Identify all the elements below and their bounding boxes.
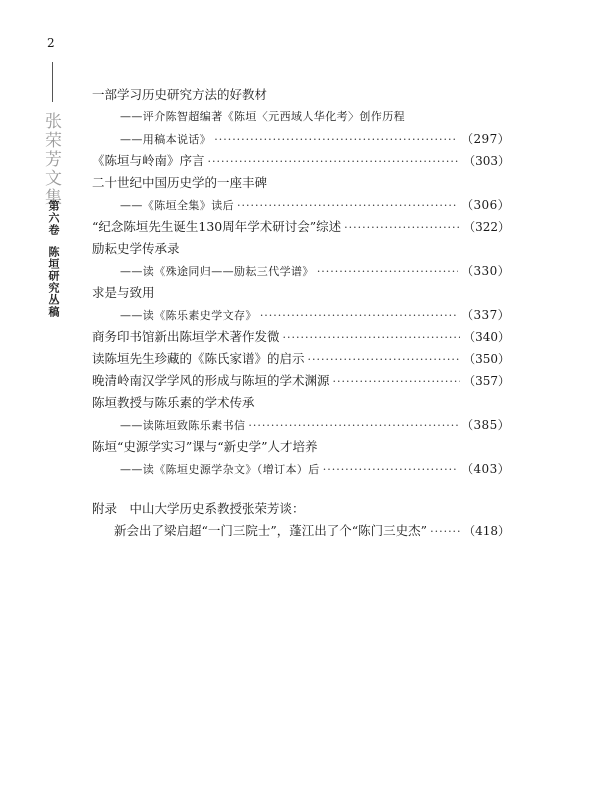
toc-entry[interactable]: 商务印书馆新出陈垣学术著作发微 ····· （340） [92, 326, 510, 348]
appendix-entry[interactable]: 新会出了梁启超“一门三院士”，蓬江出了个“陈门三史杰” ····· （418） [92, 520, 510, 542]
toc-entry-subtitle[interactable]: ——读《殊途同归——励耘三代学谱》 ····· （330） [92, 260, 510, 282]
dot-leader [208, 151, 461, 173]
appendix-heading: 附录 中山大学历史系教授张荣芳谈： [92, 501, 305, 516]
dot-leader [317, 261, 458, 283]
volume-label: 第六卷 [47, 200, 60, 236]
toc-entry-title: 二十世纪中国历史学的一座丰碑 [92, 175, 268, 190]
dot-leader [333, 371, 461, 393]
toc-entry-title: 一部学习历史研究方法的好教材 [92, 87, 268, 102]
toc-page-number: （418） [463, 524, 510, 538]
table-of-contents [92, 84, 510, 542]
toc-entry-subtitle[interactable]: ——《陈垣全集》读后 ····· （306） [92, 194, 510, 216]
dot-leader [323, 459, 458, 481]
toc-page-number: （357） [463, 374, 510, 388]
toc-page-number: （385） [461, 418, 510, 432]
dot-leader [283, 327, 461, 349]
dot-leader [248, 415, 458, 437]
dot-leader [430, 521, 460, 543]
toc-page-number: （303） [463, 154, 510, 168]
toc-page-number: （306） [461, 198, 510, 212]
toc-entry-subtitle: ——评介陈智超编著《陈垣〈元西域人华化考〉创作历程 [120, 110, 405, 123]
toc-entry-title: 求是与致用 [92, 285, 155, 300]
dot-leader [260, 305, 458, 327]
dot-leader [214, 129, 458, 151]
volume-title: 陈垣研究丛稿 [47, 246, 60, 318]
page-number: 2 [47, 36, 55, 50]
toc-entry-title: 陈垣“史源学实习”课与“新史学”人才培养 [92, 439, 318, 454]
toc-entry-title: 励耘史学传承录 [92, 241, 180, 256]
toc-entry[interactable]: 读陈垣先生珍藏的《陈氏家谱》的启示 ····· （350） [92, 348, 510, 370]
toc-entry-title: 陈垣教授与陈乐素的学术传承 [92, 395, 255, 410]
toc-entry[interactable]: 《陈垣与岭南》序言 ····· （303） [92, 150, 510, 172]
section-gap [92, 480, 510, 498]
toc-page-number: （330） [461, 264, 510, 278]
toc-entry-subtitle[interactable]: ——读《陈垣史源学杂文》（增订本）后 ····· （403） [92, 458, 510, 480]
toc-page-number: （337） [461, 308, 510, 322]
toc-entry-subtitle[interactable]: ——读《陈乐素史学文存》 ····· （337） [92, 304, 510, 326]
dot-leader [344, 217, 460, 239]
toc-entry-subtitle[interactable]: ——读陈垣致陈乐素书信 ····· （385） [92, 414, 510, 436]
toc-entry-subtitle[interactable]: ——用稿本说话》 ····· （297） [92, 128, 510, 150]
toc-page-number: （340） [463, 330, 510, 344]
toc-page-number: （322） [463, 220, 510, 234]
dot-leader [237, 195, 458, 217]
dot-leader [308, 349, 461, 371]
toc-entry[interactable]: “纪念陈垣先生诞生130周年学术研讨会”综述 ····· （322） [92, 216, 510, 238]
toc-page-number: （350） [463, 352, 510, 366]
margin-rule [52, 62, 53, 102]
toc-entry[interactable]: 晚清岭南汉学学风的形成与陈垣的学术渊源 ····· （357） [92, 370, 510, 392]
toc-page-number: （297） [461, 132, 510, 146]
toc-page-number: （403） [461, 462, 510, 476]
series-title: 张荣芳文集 [41, 112, 61, 207]
